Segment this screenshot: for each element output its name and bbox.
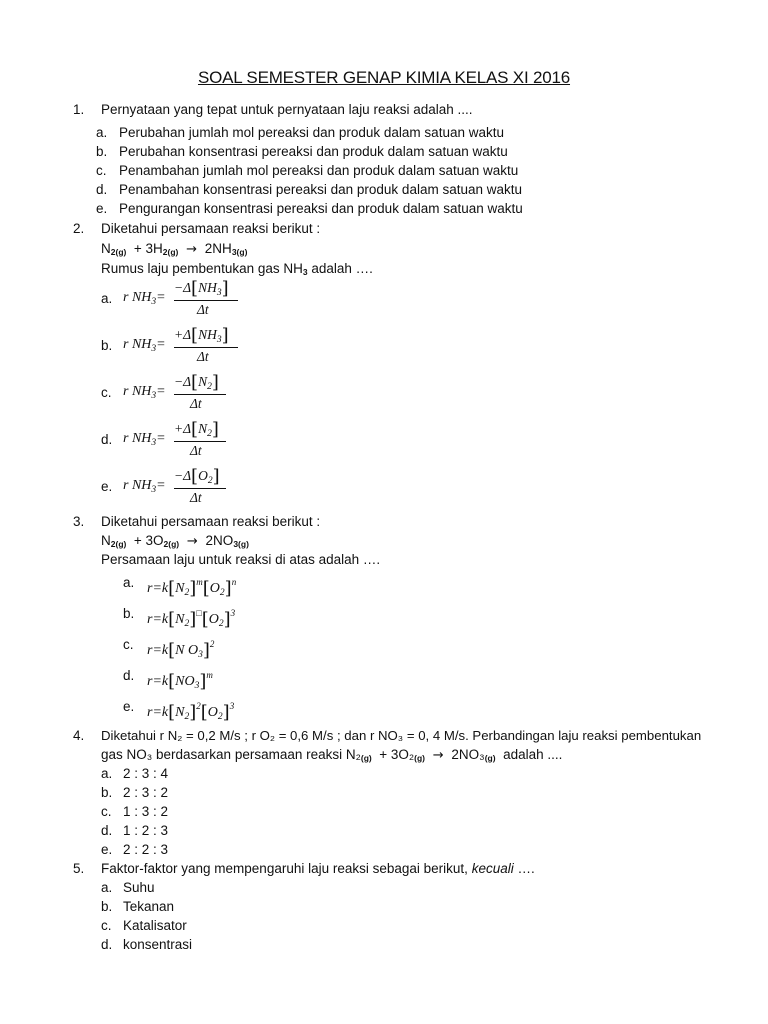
q1-option-text: Perubahan jumlah mol pereaksi dan produk dalam satuan waktu — [119, 125, 504, 140]
q3-text: Diketahui persamaan reaksi berikut : — [101, 514, 321, 529]
q5-option-label: b. — [101, 899, 113, 914]
q3-reaction: $N_{2(g)} + 3O_{2(g)} \to 2NO_{3(g)}$ — [101, 533, 249, 549]
q2-reaction: $N_{2(g)} + 3H_{2(g)} \to 2NH_{3(g)}$ — [101, 241, 248, 257]
q4-text-line1: Diketahui r N₂ = 0,2 M/s ; r O₂ = 0,6 M/s ; dan r NO₃ = 0, 4 M/s. Perbandingan laju reaksi pembentukan — [101, 728, 702, 743]
q5-option-text: Tekanan — [123, 899, 175, 914]
q1-option-label: d. — [96, 182, 108, 197]
q2-prompt: Rumus laju pembentukan gas $NH_3$ adalah …. — [101, 261, 373, 277]
reaction-arrow-icon: → — [186, 534, 198, 549]
q3-option-d-formula: $r=k[NO_3]^m$ — [147, 670, 213, 692]
q3-option-e-formula: $r=k[N_2]^2[O_2]^3$ — [147, 701, 235, 723]
q4-option-text: 2 : 3 : 4 — [123, 766, 169, 781]
q3-option-b-formula: $r=k[N_2]^□[O_2]^3$ — [147, 608, 236, 630]
q5-text: Faktor-faktor yang mempengaruhi laju reaksi sebagai berikut, kecuali …. — [101, 861, 535, 876]
q1-option-text: Penambahan jumlah mol pereaksi dan produk dalam satuan waktu — [119, 163, 519, 178]
q1-text: Pernyataan yang tepat untuk pernyataan laju reaksi adalah .... — [101, 102, 473, 117]
q5-option-text: konsentrasi — [123, 937, 193, 952]
q4-option-label: b. — [101, 785, 113, 800]
reaction-arrow-icon: → — [186, 242, 198, 257]
q3-option-label: b. — [123, 606, 135, 621]
q1-option-label: c. — [96, 163, 107, 178]
q1-option-label: a. — [96, 125, 108, 140]
q2-text: Diketahui persamaan reaksi berikut : — [101, 221, 321, 236]
page-title: SOAL SEMESTER GENAP KIMIA KELAS XI 2016 — [197, 68, 571, 87]
q4-option-label: c. — [101, 804, 112, 819]
q4-option-label: d. — [101, 823, 113, 838]
q2-number: 2. — [73, 221, 85, 236]
q3-option-label: a. — [123, 575, 135, 590]
q1-option-label: e. — [96, 201, 108, 216]
q4-option-label: e. — [101, 842, 113, 857]
q3-option-label: c. — [123, 637, 134, 652]
q4-number: 4. — [73, 728, 85, 743]
q3-option-label: e. — [123, 699, 135, 714]
document-page: SOAL SEMESTER GENAP KIMIA KELAS XI 2016 1. Pernyataan yang tepat untuk pernyataan laju reaksi adalah .... a. Perubahan jumlah mol pereaksi dan produk dalam satuan waktu b. Perubahan konsentrasi pereaksi dan produk dalam satuan waktu c. Penambahan jumlah mol pereaksi dan produk dalam satuan waktu d. Penambahan konsentrasi pereaksi dan produk dalam satuan waktu e. Pengurangan konsentrasi pereaksi dan produk dalam satuan waktu 2. Diketahui persamaan reaksi berikut : $N_{2(g)} + 3H_{2(g)} \to 2NH_{3(g)}$ Rumus laju pembentukan gas $NH_3$ adalah …. a. r $NH_3=$ $-\Delta[NH_3]$ Δt b. r $NH_3=$ $+\Delta[NH_3]$ Δt c. r $NH_3=$ $-\Delta[N_2]$ Δt d. r $NH_3=$ $+\Delta[N_2]$ Δt e. r $NH_3=$ $-\Delta[O_2]$ Δt 3. Diketahui persamaan reaksi berikut : $N_{2(g)} + 3O_{2(g)} \to 2NO_{3(g)}$ Persamaan laju untuk reaksi di atas adalah …. a. $r=k[N_2]^m[O_2]^n$ b. $r=k[N_2]^□[O_2]^3$ c. r=k[N $O_3]^2$ d. $r=k[NO_3]^m$ e. $r=k[N_2]^2[O_2]^3$ 4. Diketahui r N₂ = 0,2 M/s ; r O₂ = 0,6 M/s ; dan r NO₃ = 0, 4 M/s. Perbandingan laju reaksi pembentukan gas NO₃ berdasarkan persamaan reaksi $N_2_{(g)} + 3O_2_{(g)} \to 2NO_3_{(g)}$ adalah .... a. 2 : 3 : 4 b. 2 : 3 : 2 c. 1 : 3 : 2 d. 1 : 2 : 3 e. 2 : 2 : 3 5. Faktor-faktor yang mempengaruhi laju reaksi sebagai berikut, kecuali …. a. Suhu b. Tekanan c. Katalisator d. konsentrasi — [0, 0, 768, 1024]
q3-prompt: Persamaan laju untuk reaksi di atas adalah …. — [101, 552, 381, 567]
q5-option-label: d. — [101, 937, 113, 952]
q1-option-label: b. — [96, 144, 108, 159]
q1-number: 1. — [73, 102, 85, 117]
q4-text-line2: gas NO₃ berdasarkan persamaan reaksi $N_2_{(g)} + 3O_2_{(g)} \to 2NO_3_{(g)}$ adalah .... — [101, 747, 563, 763]
q5-option-label: a. — [101, 880, 113, 895]
q3-option-c-formula: r=k[N $O_3]^2$ — [147, 639, 215, 661]
q3-option-a-formula: $r=k[N_2]^m[O_2]^n$ — [147, 577, 237, 599]
q5-option-label: c. — [101, 918, 112, 933]
q3-option-label: d. — [123, 668, 135, 683]
q1-option-text: Penambahan konsentrasi pereaksi dan produk dalam satuan waktu — [119, 182, 523, 197]
reaction-arrow-icon: → — [432, 748, 444, 763]
q4-option-text: 1 : 3 : 2 — [123, 804, 169, 819]
q1-option-text: Pengurangan konsentrasi pereaksi dan produk dalam satuan waktu — [119, 201, 523, 216]
q5-option-text: Suhu — [123, 880, 155, 895]
q5-number: 5. — [73, 861, 85, 876]
q4-option-label: a. — [101, 766, 113, 781]
q1-option-text: Perubahan konsentrasi pereaksi dan produk dalam satuan waktu — [119, 144, 508, 159]
q5-option-text: Katalisator — [123, 918, 187, 933]
q4-option-text: 1 : 2 : 3 — [123, 823, 169, 838]
q4-option-text: 2 : 2 : 3 — [123, 842, 169, 857]
q4-option-text: 2 : 3 : 2 — [123, 785, 169, 800]
q3-number: 3. — [73, 514, 85, 529]
